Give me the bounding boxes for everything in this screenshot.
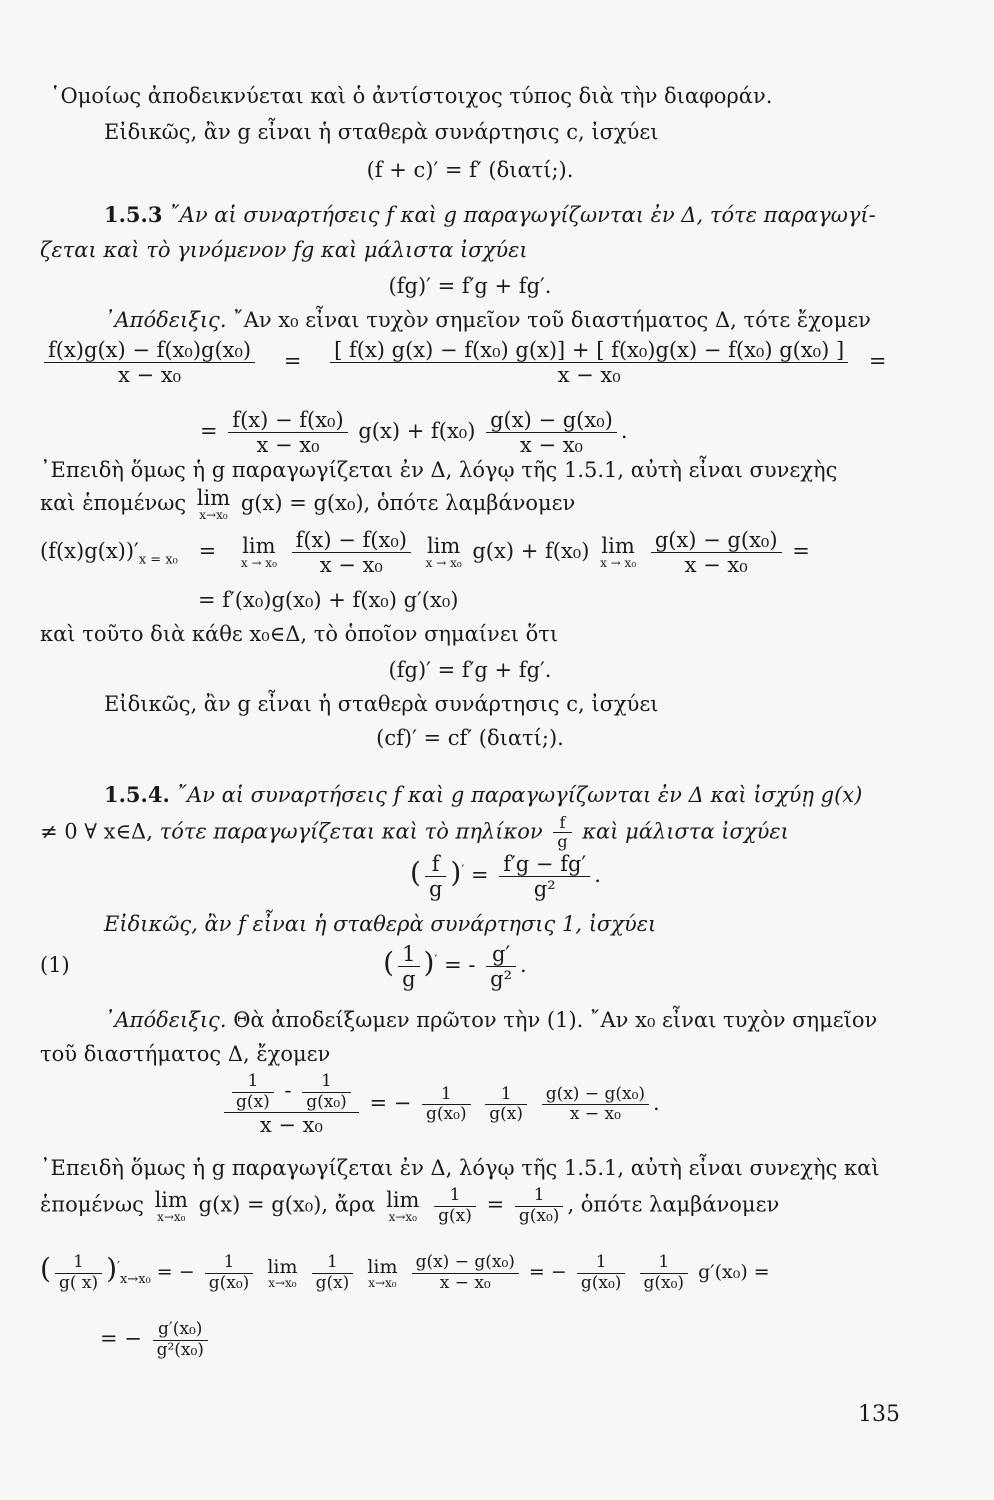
equation-row: = − $\frac{\text{g′(x₀)}}{\text{g²(x₀)}}$ — [100, 1320, 212, 1360]
numerator: 1 — [434, 1186, 476, 1207]
theorem-number: 1.5.3 — [104, 202, 163, 227]
numerator: f(x)g(x) − f(x₀)g(x₀) — [44, 338, 255, 363]
denominator: g(x₀) — [208, 1272, 250, 1293]
equation-row: (1) ( $\frac{1}{g}$ )′ = - $\frac{g'}{\text{g²}}$ . — [40, 942, 527, 992]
denominator: g(x) — [236, 1091, 270, 1112]
limit-subscript: x→x₀ — [368, 1275, 397, 1290]
text-line — [40, 488, 575, 521]
limit-subscript: x → x₀ — [600, 556, 637, 571]
numerator: f(x) − f(x₀) — [228, 408, 347, 433]
limit — [600, 536, 636, 569]
expression: g(x) + f(x₀) — [472, 539, 590, 564]
equation-row: $(f(x)g(x))'_{x = x_0} = \lim$ x → x₀ $\frac{\text{f(x) − f(x₀)}}{\text{x − x₀}}$ lim x → x₀ g(x) + f(x₀) lim x → x₀ $\frac{\text{g(x) − g(x₀)}}{\text{x − x₀}}$ = — [40, 528, 810, 578]
denominator: g² — [490, 967, 513, 992]
text-fragment: g(x) = g(x₀), ἄρα — [198, 1192, 376, 1217]
text-fragment: τότε παραγωγίζεται καὶ τὸ πηλίκον — [159, 819, 543, 844]
numerator: g(x) − g(x₀) — [542, 1085, 649, 1106]
text-fragment: ≠ 0 ∀ x∈Δ, — [40, 819, 153, 844]
fraction — [44, 338, 255, 387]
denominator: g — [428, 877, 443, 902]
denominator: g(x) — [438, 1205, 472, 1226]
fraction — [205, 1253, 254, 1293]
fraction — [651, 528, 782, 577]
numerator: 1 — [577, 1253, 626, 1274]
equation-tag: (1) — [40, 953, 70, 978]
fraction — [640, 1253, 689, 1293]
text-line: ἑπομένως lim x→x₀ g(x) = g(x₀), ἄρα lim x→x₀ $\frac{1}{g(x)}$ = $\frac{1}{\text{g(x₀)}}$ , ὁπότε λαμβάνομεν — [40, 1185, 780, 1226]
limit-symbol: lim — [601, 534, 635, 559]
limit-symbol: lim — [242, 534, 276, 559]
theorem-line — [40, 814, 789, 852]
numerator: 1 — [422, 1085, 471, 1106]
fraction — [486, 408, 617, 457]
equation-row: = $\frac{\text{f(x) − f(x₀)}}{\text{x − x₀}}$ g(x) + f(x₀) $\frac{\text{g(x) − g(x₀)}}{\text{x − x₀}}$ . — [200, 408, 628, 458]
denominator: g² — [533, 877, 556, 902]
theorem-line — [104, 202, 876, 227]
equation-row: ( $\frac{f}{g}$ )′ = $\frac{f'g - fg'}{\text{g²}}$ . — [410, 852, 601, 902]
limit — [241, 536, 277, 569]
numerator: 1 — [640, 1253, 689, 1274]
numerator: 1 — [55, 1253, 102, 1274]
numerator: g(x) − g(x₀) — [412, 1253, 519, 1274]
formula: = f′(x₀)g(x₀) + f(x₀) g′(x₀) — [198, 588, 459, 612]
proof-text: ῎Αν x₀ εἶναι τυχὸν σημεῖον τοῦ διαστήματος Δ, τότε ἔχομεν — [233, 308, 871, 332]
numerator: 1 — [398, 942, 419, 967]
limit-subscript: x→x₀ — [199, 508, 228, 522]
fraction — [232, 1072, 274, 1112]
fraction — [292, 528, 411, 577]
expression: g′(x₀) = — [698, 1261, 770, 1283]
fraction — [302, 1072, 351, 1112]
numerator: g(x) − g(x₀) — [486, 408, 617, 433]
text-fragment: καὶ μάλιστα ἰσχύει — [582, 819, 789, 844]
text-line: καὶ τοῦτο διὰ κάθε x₀∈Δ, τὸ ὁποῖον σημαίνει ὅτι — [40, 622, 559, 646]
numerator: f — [553, 814, 571, 833]
limit-symbol: lim — [154, 1187, 188, 1212]
limit — [197, 488, 230, 521]
limit-symbol: lim — [386, 1187, 420, 1212]
formula: (f + c)′ = f′ (διατί;). — [366, 158, 574, 182]
limit-symbol: lim — [367, 1255, 398, 1278]
denominator: g — [557, 832, 568, 852]
subscript: x→x₀ — [119, 1271, 151, 1287]
theorem-text: ῎Αν αἱ συναρτήσεις f καὶ g παραγωγίζωνται ἐν Δ καὶ ἰσχύῃ g(x) — [176, 783, 863, 807]
proof-label: ᾿Απόδειξις. — [104, 1008, 227, 1032]
numerator: 1 — [312, 1253, 354, 1274]
limit-subscript: x→x₀ — [268, 1275, 297, 1290]
text-line: τοῦ διαστήματος Δ, ἔχομεν — [40, 1042, 331, 1066]
text-fragment: , ὁπότε λαμβάνομεν — [567, 1192, 780, 1217]
fraction — [486, 942, 516, 991]
text-fragment: ἑπομένως — [40, 1192, 144, 1217]
formula: (fg)′ = f′g + fg′. — [388, 658, 552, 682]
numerator: 1 — [515, 1186, 564, 1207]
text-line: Εἰδικῶς, ἂν f εἶναι ἡ σταθερὰ συνάρτησις 1, ἰσχύει — [104, 912, 657, 936]
limit-subscript: x → x₀ — [240, 556, 277, 571]
fraction — [577, 1253, 626, 1293]
fraction — [312, 1253, 354, 1293]
denominator: g(x) — [315, 1272, 350, 1293]
denominator: x − x₀ — [519, 433, 583, 458]
fraction — [425, 852, 446, 901]
text-line: ῾Ομοίως ἀποδεικνύεται καὶ ὁ ἀντίστοιχος τύπος διὰ τὴν διαφοράν. — [50, 84, 773, 108]
fraction — [412, 1253, 519, 1293]
denominator: x − x₀ — [118, 363, 182, 388]
limit-symbol: lim — [196, 486, 231, 510]
denominator: g(x₀) — [518, 1205, 560, 1226]
subscript: x = x₀ — [138, 552, 178, 568]
text-line: Εἰδικῶς, ἂν g εἶναι ἡ σταθερὰ συνάρτησις c, ἰσχύει — [104, 120, 659, 144]
denominator: g(x₀) — [643, 1272, 685, 1293]
numerator: 1 — [232, 1072, 274, 1093]
numerator: f′g − fg′ — [499, 852, 590, 877]
expression: (f(x)g(x))′ — [40, 539, 139, 564]
fraction — [499, 852, 590, 901]
equation-row: $\frac{1}{g(x)}$ - $\frac{1}{\text{g(x₀)}}$ x − x₀ = − $\frac{1}{\text{g(x₀)}}$ $\frac{1}{g(x)}$ $\frac{\text{g(x) − g(x₀)}}{\text{x − x₀}}$ . — [220, 1072, 660, 1137]
denominator: x − x₀ — [319, 553, 383, 578]
proof-line — [104, 1008, 877, 1032]
denominator: x − x₀ — [684, 553, 748, 578]
denominator: g(x) — [489, 1104, 524, 1125]
proof-label: ᾿Απόδειξις. — [104, 308, 227, 332]
denominator: g(x₀) — [580, 1272, 622, 1293]
fraction — [434, 1186, 476, 1226]
equation-row: ( $\frac{1}{g( x)}$ )$'_{x\to x_0}$ = − $\frac{1}{\text{g(x₀)}}$ lim x→x₀ $\frac{1}{g(x)}$ lim x→x₀ $\frac{\text{g(x) − g(x₀)}}{\text{x − x₀}}$ = − $\frac{1}{\text{g(x₀)}}$ $\frac{1}{\text{g(x₀)}}$ g′(x₀) = — [40, 1251, 770, 1293]
theorem-number: 1.5.4. — [104, 782, 170, 807]
fraction — [515, 1186, 564, 1226]
fraction — [224, 1072, 359, 1137]
fraction — [330, 338, 848, 387]
limit — [367, 1255, 398, 1290]
numerator: g(x) − g(x₀) — [651, 528, 782, 553]
numerator: g′ — [486, 942, 516, 967]
page-number: 135 — [858, 1402, 900, 1427]
limit-symbol: lim — [267, 1255, 298, 1278]
numerator: f — [425, 852, 446, 877]
text-fragment: καὶ ἑπομένως — [40, 491, 187, 515]
limit-symbol: lim — [426, 534, 461, 559]
fraction — [485, 1085, 527, 1125]
limit — [154, 1187, 188, 1224]
expression: g(x) + f(x₀) — [358, 419, 476, 444]
fraction — [398, 942, 419, 991]
numerator: 1 — [302, 1072, 351, 1093]
denominator: x − x₀ — [439, 1272, 491, 1293]
formula: (fg)′ = f′g + fg′. — [388, 274, 552, 298]
numerator: [ f(x) g(x) − f(x₀) g(x)] + [ f(x₀)g(x) − f(x₀) g(x₀) ] — [330, 338, 848, 363]
fraction — [422, 1085, 471, 1125]
theorem-line — [104, 782, 862, 807]
denominator: g( x) — [58, 1272, 99, 1293]
denominator: g²(x₀) — [156, 1339, 204, 1360]
limit — [267, 1255, 298, 1290]
text-line: Εἰδικῶς, ἂν g εἶναι ἡ σταθερὰ συνάρτησις c, ἰσχύει — [104, 692, 659, 716]
limit — [426, 536, 462, 569]
denominator: g(x₀) — [306, 1091, 347, 1112]
text-fragment: g(x) = g(x₀), ὁπότε λαμβάνομεν — [240, 491, 576, 515]
numerator: g′(x₀) — [153, 1320, 208, 1341]
proof-line — [104, 308, 871, 332]
denominator: g(x₀) — [426, 1104, 467, 1125]
proof-text: Θὰ ἀποδείξωμεν πρῶτον τὴν (1). ῎Αν x₀ εἶναι τυχὸν σημεῖον — [233, 1008, 878, 1032]
numerator: 1 — [205, 1253, 254, 1274]
limit-subscript: x → x₀ — [425, 556, 462, 571]
limit-subscript: x→x₀ — [388, 1209, 417, 1224]
numerator: $\frac{1}{g(x)}$ - $\frac{1}{\text{g(x₀)}}$ — [224, 1072, 359, 1113]
theorem-text: ῎Αν αἱ συναρτήσεις f καὶ g παραγωγίζωνται ἐν Δ, τότε παραγωγί- — [169, 203, 876, 227]
fraction — [542, 1085, 649, 1125]
limit — [386, 1187, 420, 1224]
text-line: ᾿Επειδὴ ὅμως ἡ g παραγωγίζεται ἐν Δ, λόγῳ τῆς 1.5.1, αὐτὴ εἶναι συνεχὴς — [40, 458, 838, 482]
denominator: x − x₀ — [256, 433, 320, 458]
denominator: x − x₀ — [259, 1113, 323, 1138]
numerator: f(x) − f(x₀) — [292, 528, 411, 553]
formula: (cf)′ = cf′ (διατί;). — [376, 726, 564, 750]
fraction — [55, 1253, 102, 1293]
limit-subscript: x→x₀ — [157, 1209, 186, 1224]
text-line: ᾿Επειδὴ ὅμως ἡ g παραγωγίζεται ἐν Δ, λόγῳ τῆς 1.5.1, αὐτὴ εἶναι συνεχὴς καὶ — [40, 1156, 880, 1180]
denominator: g — [402, 967, 416, 992]
theorem-line: ζεται καὶ τὸ γινόμενον fg καὶ μάλιστα ἰσχύει — [40, 238, 528, 262]
fraction — [553, 814, 571, 852]
denominator: x − x₀ — [569, 1104, 621, 1125]
denominator: x − x₀ — [557, 363, 621, 388]
fraction — [228, 408, 347, 457]
fraction — [153, 1320, 208, 1360]
equation-row: $\frac{\text{f(x)g(x) − f(x₀)g(x₀)}}{\text{x − x₀}}$ = $\frac{\text{[ f(x) g(x) − f(x₀) g(x)] + [ f(x₀)g(x) − f(x₀) g(x₀) ]}}{\text{x − x₀}}$ = — [40, 338, 900, 387]
numerator: 1 — [485, 1085, 527, 1106]
